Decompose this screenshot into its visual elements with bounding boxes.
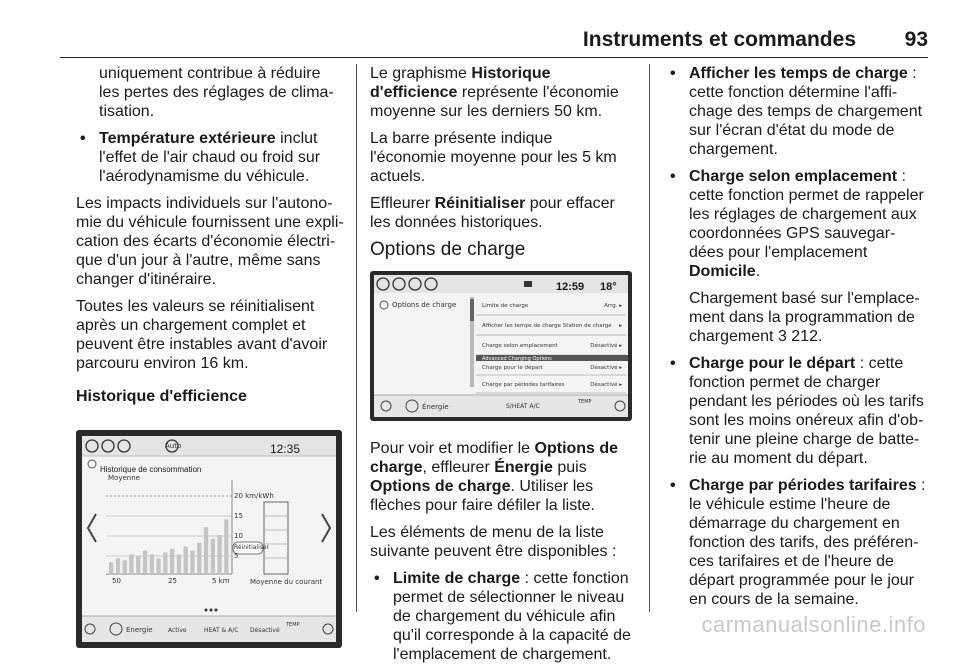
clock: 12:59 [556, 281, 585, 293]
row-label: Charge par périodes tarifaires [482, 382, 565, 388]
text: Le graphisme [370, 65, 472, 82]
chart-bar [129, 555, 133, 575]
chart-bar [170, 549, 174, 574]
bullet-dot: • [80, 130, 86, 147]
auto-label: Auto [165, 442, 182, 450]
chart-bar [109, 562, 113, 574]
clock: 12:35 [270, 442, 301, 456]
chart-bar [224, 519, 228, 574]
bullet-dot: • [670, 355, 676, 372]
bullet-tariff-charge [666, 476, 930, 609]
x-tick-5km: 5 km [212, 577, 230, 585]
column-1 [76, 64, 344, 648]
bullet-term: Charge par périodes tarifaires [689, 477, 917, 494]
bullet-dot: • [670, 168, 676, 185]
legend-moyenne: Moyenne [108, 474, 140, 482]
page-reference-link[interactable]: 3 212 [777, 328, 818, 345]
paragraph-impacts: Les impacts individuels sur l'autono-mie du véhicule fournissent une expli-cation des écarts d'économie électri-que d'un jour à l'autre, même sans changer d'itinéraire. [76, 195, 344, 288]
back-icon [88, 460, 96, 468]
chart-bar [217, 535, 221, 574]
menu-row-location[interactable] [482, 342, 626, 350]
page-header [60, 22, 928, 58]
bullet-text: : cette fonction permet de sélectionner le niveau de chargement du véhicule afin qu'il corresponde à la capacité de l'emplacement de chargement. [393, 570, 631, 663]
paragraph-location-based [666, 289, 930, 346]
row-label: Charge pour le départ [482, 365, 543, 371]
bullet-dot: • [670, 65, 676, 82]
bullet-charge-limit [370, 569, 632, 664]
menu-row-times[interactable] [482, 322, 626, 330]
paragraph-list-intro: Les éléments de menu de la liste suivante peuvent être disponibles : [370, 524, 617, 560]
chart-bar [184, 547, 188, 574]
bullet-term: Limite de charge [393, 570, 521, 587]
bullet-display-times [666, 64, 930, 159]
text: représente l'économie moyenne sur les derniers 50 km. [370, 84, 619, 120]
text: Pour voir et modifier le [370, 440, 535, 457]
battery-icon [524, 281, 532, 287]
heading-charge-options: Options de charge [370, 239, 526, 260]
bullet-dot: • [374, 570, 380, 587]
bullet-term: Température extérieure [99, 130, 276, 147]
header-rule [60, 57, 928, 58]
chart-bar [163, 553, 167, 575]
menu-row-limit[interactable] [482, 302, 626, 310]
chart-bar [197, 543, 201, 574]
text: Chargement basé sur l'emplace-ment dans la programmation de chargement [689, 290, 920, 345]
page-title: Instruments et commandes [582, 28, 856, 51]
charge-options-screenshot [370, 271, 632, 421]
bottom-energie[interactable]: Énergie [422, 403, 449, 411]
chart-bar [211, 539, 215, 574]
text: pour effacer les données historiques. [370, 195, 615, 231]
row-label: Afficher les temps de charge Station de charge [482, 323, 612, 329]
column-divider-1 [356, 64, 357, 612]
screen-1 [82, 436, 336, 642]
bullet-text: inclut l'effet de l'air chaud ou froid sur l'aérodynamisme du véhicule. [99, 130, 321, 185]
page-number: 93 [904, 28, 928, 51]
chart-bar [150, 555, 154, 575]
column-divider-2 [649, 64, 650, 612]
chart-bar [177, 555, 181, 575]
x-tick-50: 50 [112, 577, 121, 585]
chart-bars [109, 519, 229, 574]
bullet-term: Charge pour le départ [689, 355, 856, 372]
y-tick-5: 5 [234, 552, 239, 560]
reset-button[interactable]: Réinitialiser [234, 544, 270, 551]
bottom-temp: TEMP [286, 622, 300, 628]
chart-bar [190, 551, 194, 574]
text: , effleurer [422, 459, 495, 476]
back-icon [380, 301, 388, 309]
term: Réinitialiser [434, 195, 526, 212]
paragraph-graph [370, 64, 632, 121]
term: Historique d'efficience [370, 65, 551, 101]
chart-bar [156, 558, 160, 574]
text: . [817, 328, 823, 345]
chart-bar [116, 558, 120, 574]
row-label: Limite de charge [482, 303, 529, 309]
chart-bar [143, 551, 147, 574]
menu-section-advanced [482, 355, 626, 363]
paragraph-reset: Toutes les valeurs se réinitialisent après un chargement complet et peuvent être instables avant d'avoir parcouru environ 16 km. [76, 298, 328, 372]
bullet-term: Afficher les temps de charge [689, 65, 908, 82]
y-tick-10: 10 [234, 532, 243, 540]
bottom-active: Active [168, 627, 187, 634]
column-3 [666, 64, 930, 617]
term: Options de charge [370, 478, 511, 495]
bullet-text: : le véhicule estime l'heure de démarrage du chargement en fonction des tarifs, des préféren-ces tarifaires et de l'heure de départ programmée pour le jour en cours de la semaine. [689, 477, 926, 608]
chevron-right-icon [322, 514, 330, 542]
heading-efficiency-history: Historique d'efficience [76, 388, 247, 405]
term: Énergie [494, 459, 553, 476]
bullet-text: : cette fonction permet de charger pendant les périodes où les tarifs sont les moins onéreux afin d'ob-tenir une pleine charge de batte-rie au moment du départ. [689, 355, 924, 467]
bullet-term: Charge selon emplacement [689, 168, 898, 185]
paragraph-bar: La barre présente indique l'économie moyenne pour les 5 km actuels. [370, 130, 617, 185]
row-value: Arrg. ▸ [604, 303, 622, 309]
bullet-term-home: Domicile [689, 263, 756, 280]
efficiency-history-screenshot [76, 430, 342, 648]
bullet-text: . [755, 263, 761, 280]
scroll-thumb [470, 299, 474, 321]
temperature: 18° [600, 281, 617, 293]
screen-2 [374, 275, 628, 417]
chevron-left-icon [88, 514, 96, 542]
screen-title: Historique de consommation [100, 465, 202, 474]
row-value: ▸ [619, 323, 622, 329]
bottom-temp: TEMP [578, 399, 592, 405]
chart-bar [204, 527, 208, 574]
chart-bar [123, 560, 127, 574]
row-value: Désactivé ▸ [590, 343, 622, 349]
menu-row-departure[interactable] [482, 364, 626, 372]
row-label: Advanced Charging Options [482, 356, 552, 362]
paragraph-effleurer [370, 194, 632, 232]
term: Options de charge [370, 440, 619, 476]
bullet-temperature [76, 129, 344, 186]
bottom-heat[interactable]: S/HEAT A/C [506, 403, 540, 410]
chart-bar [136, 557, 140, 575]
text: . Utiliser les flèches pour faire défiler la liste. [370, 478, 595, 514]
screen-title: Options de charge [392, 301, 457, 309]
menu-row-tariff[interactable] [482, 381, 626, 389]
text: puis [552, 459, 587, 476]
paragraph-access [370, 439, 632, 515]
text: Effleurer [370, 195, 435, 212]
bottom-energie[interactable]: Energie [126, 626, 153, 634]
bullet-departure-charge [666, 354, 930, 468]
continued-text: uniquement contribue à réduire les pertes des réglages de clima-tisation. [99, 65, 334, 120]
row-value: Désactivé ▸ [590, 365, 622, 371]
row-value: Désactivé ▸ [590, 382, 622, 388]
x-tick-25: 25 [168, 577, 177, 585]
y-tick-20: 20 km/kWh [234, 492, 274, 500]
bottom-heat[interactable]: HEAT & A/C [204, 627, 239, 634]
y-tick-15: 15 [234, 512, 243, 520]
column-2 [370, 64, 632, 672]
bullet-text: : cette fonction détermine l'affi-chage des temps de chargement sur l'écran d'état du mode de chargement. [689, 65, 923, 158]
current-avg-label: Moyenne du courant [250, 578, 323, 586]
watermark: carmanualsonline.info [701, 612, 926, 637]
bullet-text: : cette fonction permet de rappeler les réglages de chargement aux coordonnées GPS sauvegar-dées pour l'emplacement [689, 168, 924, 261]
bottom-desactive: Désactivé [250, 627, 280, 634]
current-bar-frame [264, 502, 288, 574]
row-label: Charge selon emplacement [482, 343, 558, 349]
bullet-location-charge [666, 167, 930, 281]
bullet-dot: • [670, 477, 676, 494]
